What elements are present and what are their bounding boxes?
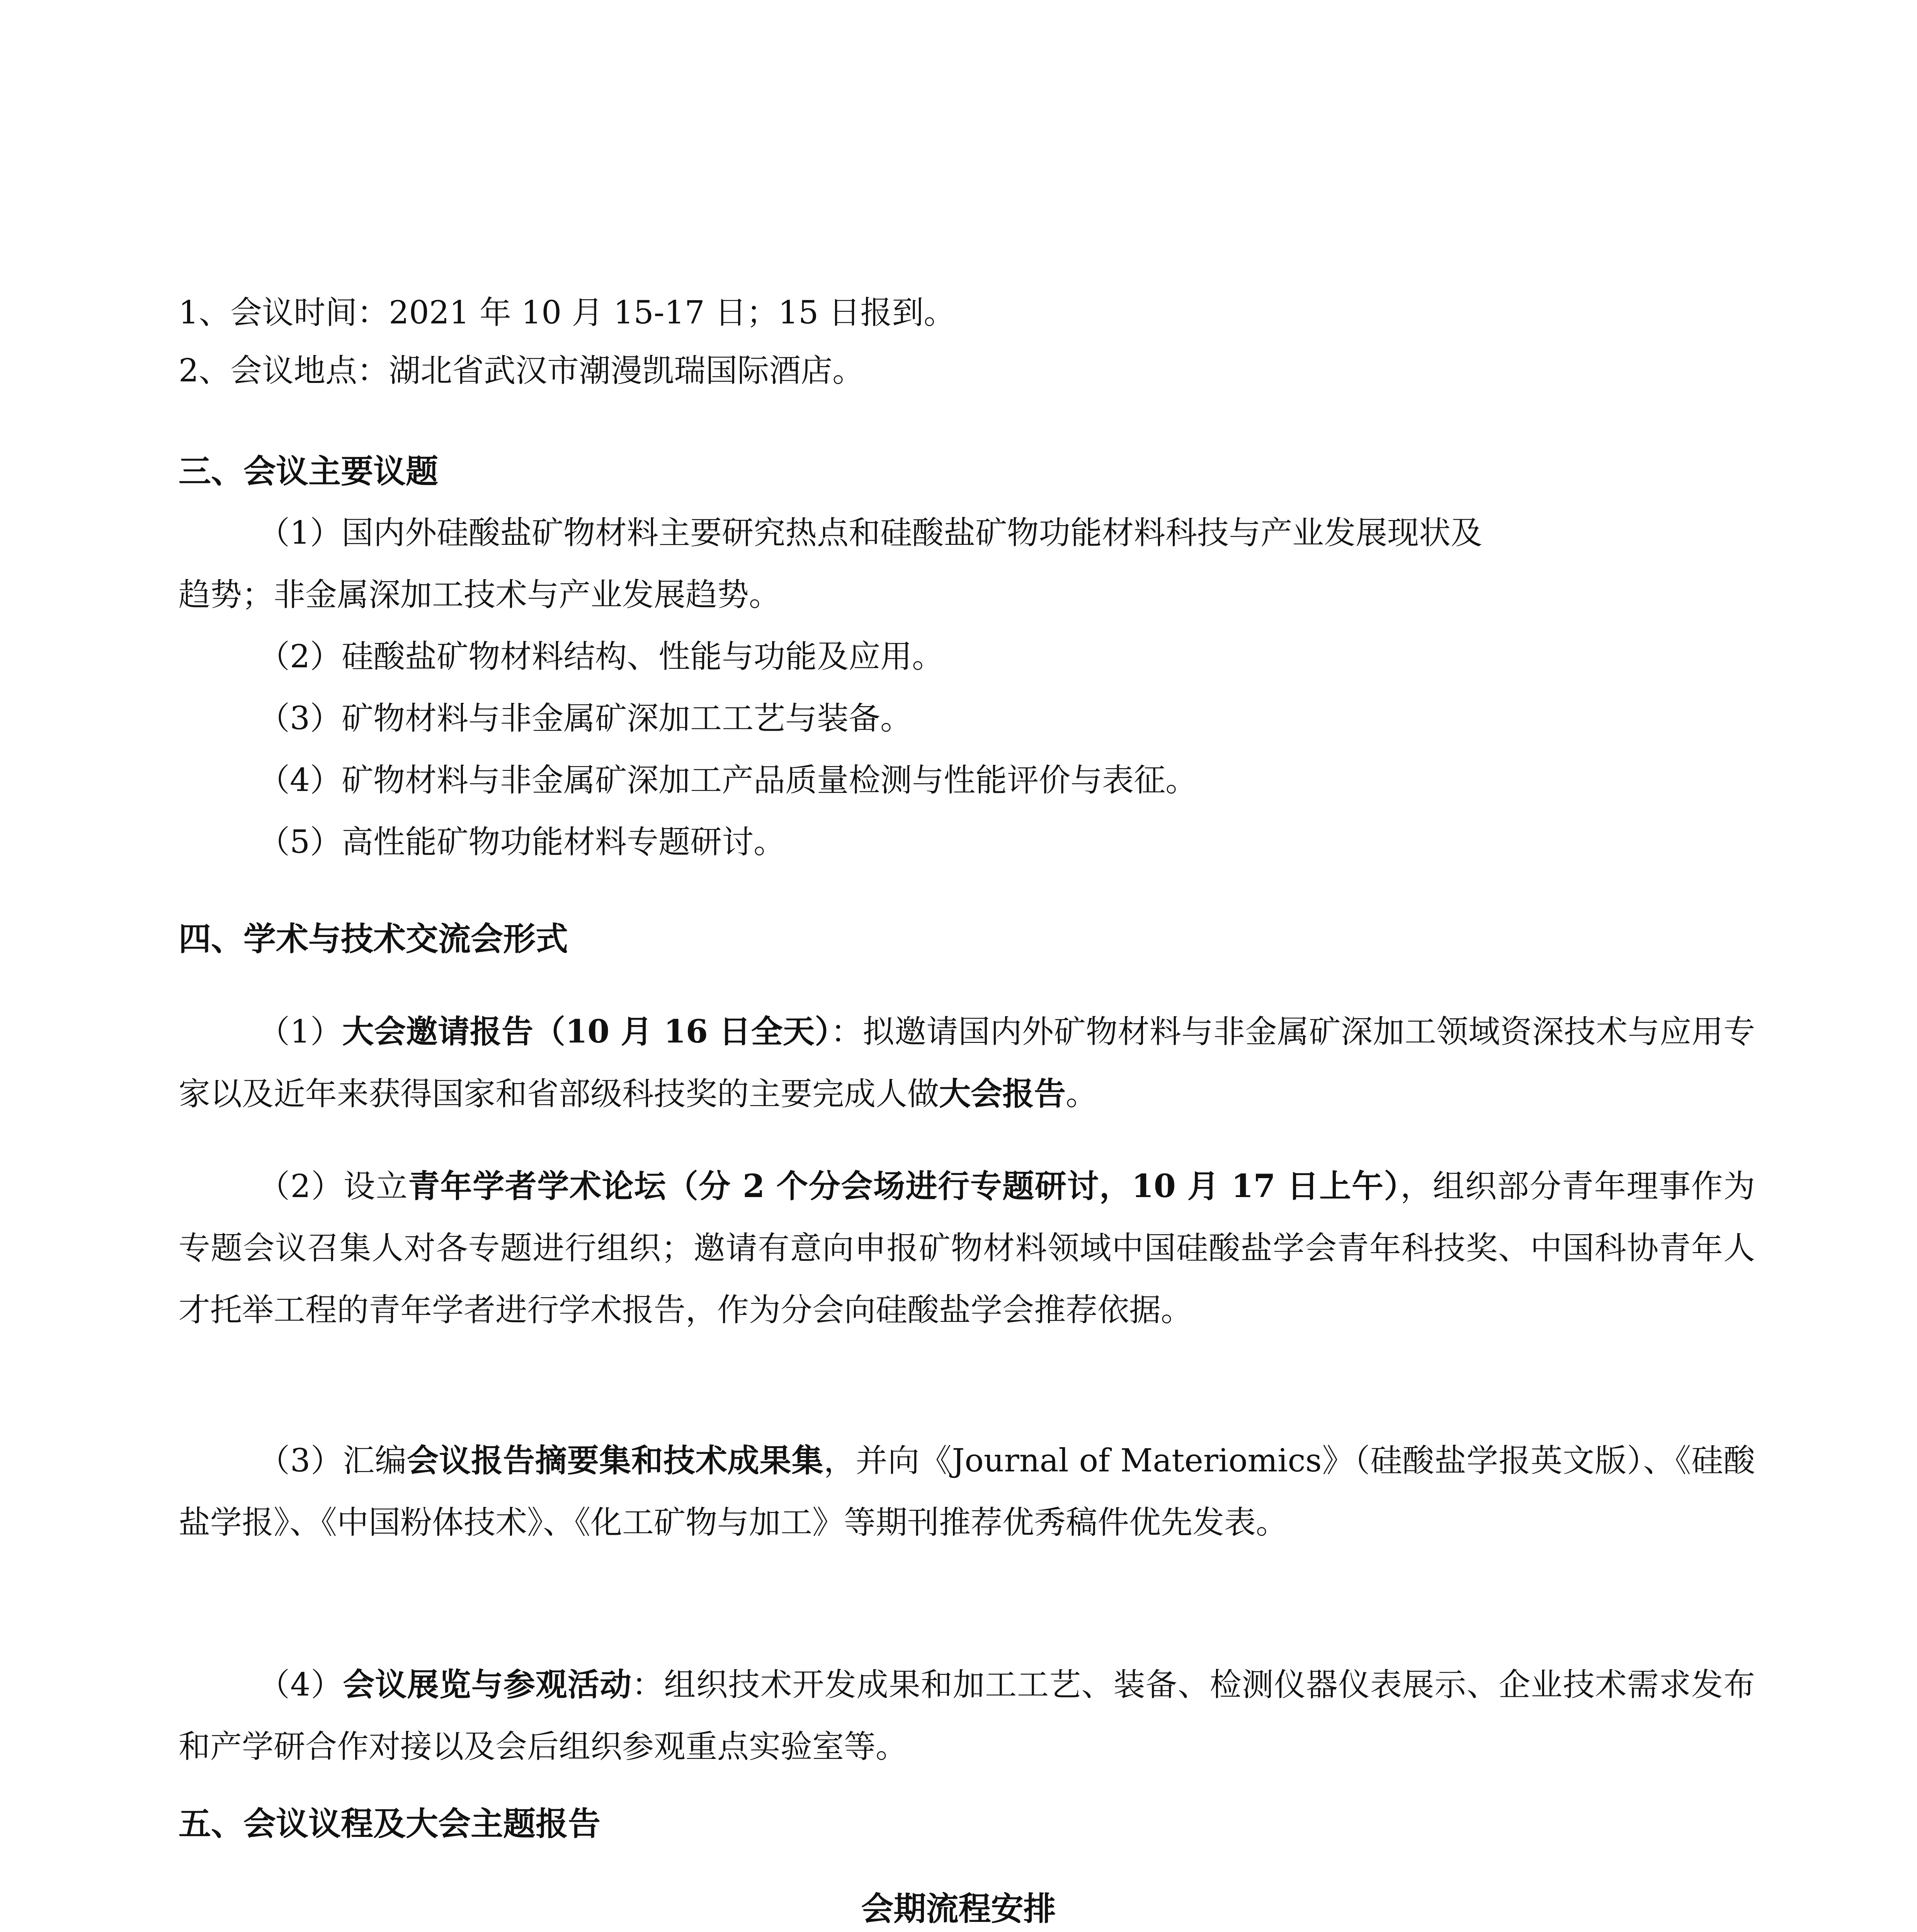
topic-1-line1: （1）国内外硅酸盐矿物材料主要研究热点和硅酸盐矿物功能材料科技与产业发展现状及 [258,515,1483,551]
format-paragraph-1 [179,1001,1755,1125]
topic-2: （2）硅酸盐矿物材料结构、性能与功能及应用。 [258,638,944,675]
section3-heading: 三、会议主要议题 [179,452,439,490]
p2-bold-forum: 青年学者学术论坛（分 2 个分会场进行专题研讨，10 月 17 日上午） [408,1168,1401,1205]
p3-bold-abstracts: 会议报告摘要集和技术成果集 [407,1442,824,1479]
section5-heading: 五、会议议程及大会主题报告 [179,1804,601,1843]
p3-prefix: （3）汇编 [258,1442,407,1479]
p1-text: ：拟邀请国内外矿物材料与非金属矿深加工领域资深技术与应用专家以及近年来获得国家和省部级科技奖的主要完成人做 [179,1014,1755,1112]
meeting-place: 2、会议地点：湖北省武汉市潮漫凯瑞国际酒店。 [179,352,864,389]
p3-text: ，并向《Journal of Materiomics》（硅酸盐学报英文版）、《硅酸盐学报》、《中国粉体技术》、《化工矿物与加工》等期刊推荐优秀稿件优先发表。 [179,1442,1755,1541]
topic-3: （3）矿物材料与非金属矿深加工工艺与装备。 [258,700,912,737]
p2-prefix: （2）设立 [258,1168,408,1205]
p1-suffix: 。 [1066,1076,1098,1112]
topic-5: （5）高性能矿物功能材料专题研讨。 [258,824,786,861]
p4-bold-exhibition: 会议展览与参观活动 [343,1666,632,1703]
p1-prefix: （1） [258,1014,342,1050]
meeting-time: 1、会议时间：2021 年 10 月 15-17 日；15 日报到。 [179,294,956,331]
format-paragraph-4 [179,1654,1755,1778]
topic-4: （4）矿物材料与非金属矿深加工产品质量检测与性能评价与表征。 [258,762,1197,799]
table-caption: 会期流程安排 [861,1889,1056,1928]
p1-bold-keynote: 大会邀请报告（10 月 16 日全天） [342,1013,831,1050]
p2-text: ，组织部分青年理事作为专题会议召集人对各专题进行组织；邀请有意向申报矿物材料领域中国硅酸盐学会青年科技奖、中国科协青年人才托举工程的青年学者进行学术报告，作为分会向硅酸盐学会推荐依据。 [179,1168,1755,1328]
format-paragraph-2 [179,1155,1755,1341]
p4-text: ：组织技术开发成果和加工工艺、装备、检测仪器仪表展示、企业技术需求发布和产学研合作对接以及会后组织参观重点实验室等。 [179,1667,1755,1765]
format-paragraph-3 [179,1430,1755,1554]
p1-bold-report: 大会报告 [939,1075,1066,1112]
section4-heading: 四、学术与技术交流会形式 [179,920,568,958]
topic-1-line2: 趋势；非金属深加工技术与产业发展趋势。 [179,577,781,613]
p4-prefix: （4） [258,1667,343,1703]
